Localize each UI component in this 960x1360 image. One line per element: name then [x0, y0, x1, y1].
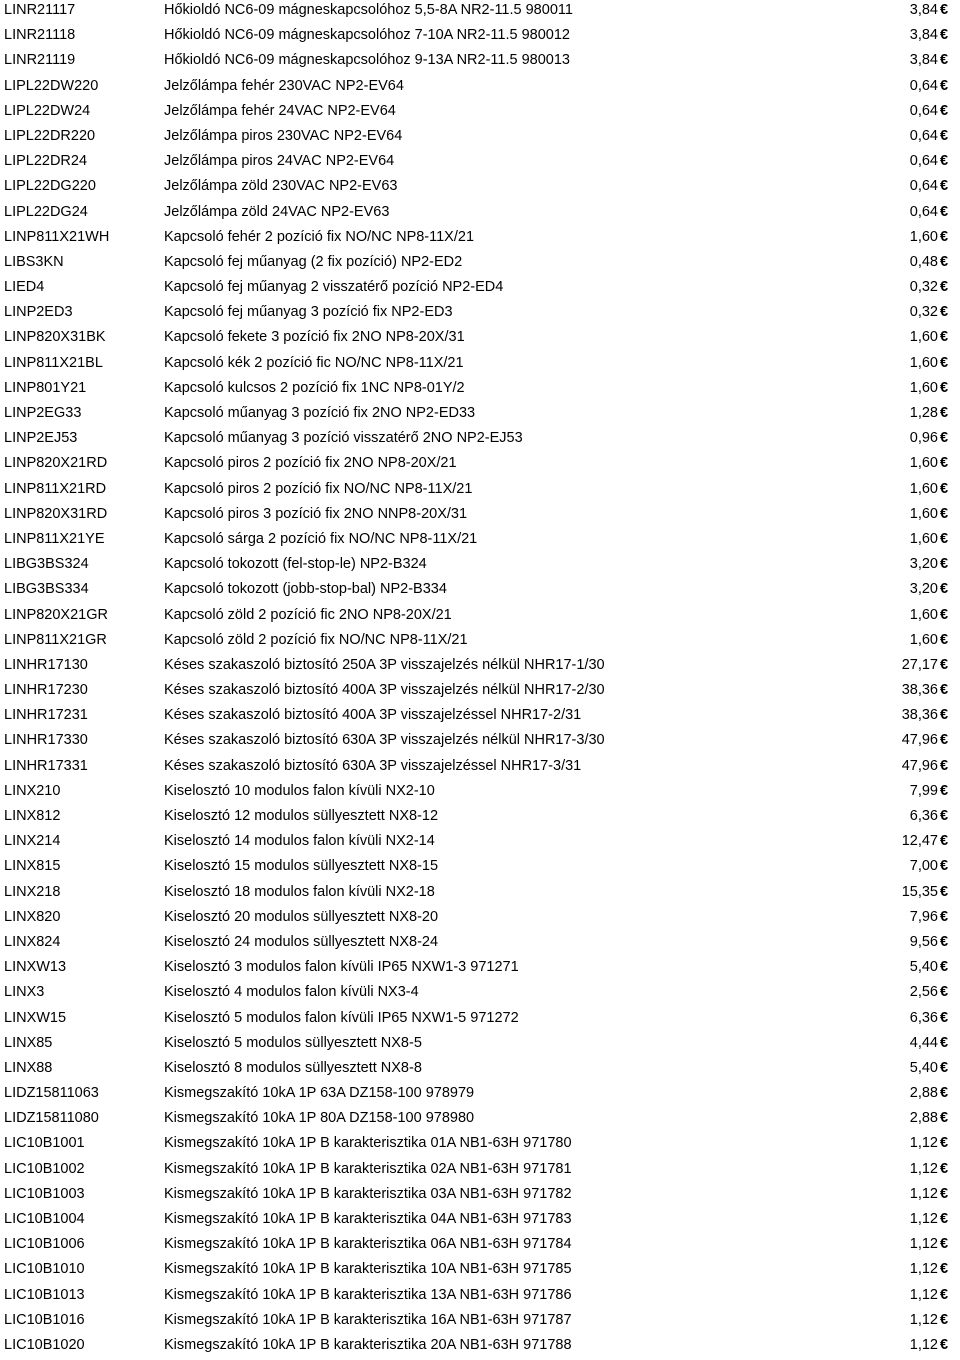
currency-symbol: €: [940, 883, 949, 900]
product-code: LINP820X31BK: [4, 329, 106, 346]
table-row: [0, 0, 960, 25]
product-code: LIPL22DR24: [4, 153, 88, 170]
product-code: LIC10B1006: [4, 1236, 85, 1253]
table-row: [0, 453, 960, 478]
product-price: 2,88: [909, 1085, 938, 1102]
product-code: LINP820X21RD: [4, 455, 108, 472]
product-description: Jelzőlámpa zöld 230VAC NP2-EV63: [164, 178, 398, 195]
table-row: [0, 504, 960, 529]
product-description: Kapcsoló sárga 2 pozíció fix NO/NC NP8-11X/21: [164, 530, 478, 547]
table-row: [0, 831, 960, 856]
table-row: [0, 227, 960, 252]
product-code: LINX3: [4, 984, 45, 1001]
currency-symbol: €: [940, 1034, 949, 1051]
product-price: 2,56: [909, 984, 938, 1001]
table-row: [0, 932, 960, 957]
product-description: Kapcsoló piros 2 pozíció fix 2NO NP8-20X/21: [164, 455, 457, 472]
product-code: LIBG3BS324: [4, 556, 89, 573]
product-price: 38,36: [901, 682, 938, 699]
currency-symbol: €: [940, 1009, 949, 1026]
product-price: 0,64: [909, 153, 938, 170]
product-price: 3,20: [909, 581, 938, 598]
table-row: [0, 856, 960, 881]
table-row: [0, 781, 960, 806]
product-price: 1,60: [909, 354, 938, 371]
product-description: Kismegszakító 10kA 1P B karakterisztika 13A NB1-63H 971786: [164, 1286, 572, 1303]
product-code: LINHR17230: [4, 682, 88, 699]
product-description: Késes szakaszoló biztosító 630A 3P visszajelzéssel NHR17-3/31: [164, 757, 582, 774]
currency-symbol: €: [940, 52, 949, 69]
product-code: LIC10B1020: [4, 1336, 85, 1353]
currency-symbol: €: [940, 631, 949, 648]
product-code: LIPL22DW24: [4, 102, 91, 119]
product-price: 0,32: [909, 279, 938, 296]
currency-symbol: €: [940, 455, 949, 472]
product-price: 1,60: [909, 631, 938, 648]
product-code: LIPL22DW220: [4, 77, 99, 94]
table-row: [0, 1259, 960, 1284]
product-code: LIC10B1001: [4, 1135, 85, 1152]
currency-symbol: €: [940, 1236, 949, 1253]
table-row: [0, 25, 960, 50]
table-row: [0, 579, 960, 604]
product-price: 4,44: [909, 1034, 938, 1051]
product-code: LIC10B1010: [4, 1261, 85, 1278]
product-code: LINP2ED3: [4, 304, 73, 321]
table-row: [0, 50, 960, 75]
product-description: Kapcsoló zöld 2 pozíció fix NO/NC NP8-11X/21: [164, 631, 468, 648]
product-price: 1,60: [909, 228, 938, 245]
product-code: LINX815: [4, 858, 61, 875]
currency-symbol: €: [940, 27, 949, 44]
product-code: LINXW15: [4, 1009, 67, 1026]
product-description: Kapcsoló zöld 2 pozíció fic 2NO NP8-20X/21: [164, 606, 452, 623]
currency-symbol: €: [940, 304, 949, 321]
currency-symbol: €: [940, 1336, 949, 1353]
product-description: Kiselosztó 8 modulos süllyesztett NX8-8: [164, 1059, 422, 1076]
currency-symbol: €: [940, 581, 949, 598]
table-row: [0, 1058, 960, 1083]
product-price: 1,60: [909, 480, 938, 497]
product-code: LINHR17130: [4, 656, 88, 673]
currency-symbol: €: [940, 1135, 949, 1152]
product-price: 0,64: [909, 127, 938, 144]
currency-symbol: €: [940, 77, 949, 94]
product-description: Kapcsoló piros 3 pozíció fix 2NO NNP8-20X/31: [164, 505, 468, 522]
currency-symbol: €: [940, 1185, 949, 1202]
product-description: Kiselosztó 12 modulos süllyesztett NX8-12: [164, 808, 439, 824]
product-description: Kiselosztó 4 modulos falon kívüli NX3-4: [164, 984, 419, 1001]
table-row: [0, 705, 960, 730]
table-row: [0, 529, 960, 554]
product-code: LINHR17330: [4, 732, 88, 749]
product-description: Kapcsoló tokozott (fel-stop-le) NP2-B324: [164, 556, 427, 573]
product-description: Kiselosztó 15 modulos süllyesztett NX8-15: [164, 858, 439, 875]
product-description: Késes szakaszoló biztosító 630A 3P visszajelzés nélkül NHR17-3/30: [164, 732, 605, 749]
product-code: LIPL22DG220: [4, 178, 96, 195]
table-row: [0, 202, 960, 227]
product-description: Kismegszakító 10kA 1P B karakterisztika 20A NB1-63H 971788: [164, 1336, 572, 1353]
product-code: LINP820X21GR: [4, 606, 108, 623]
product-price: 15,35: [901, 883, 938, 900]
product-price: 6,36: [909, 1009, 938, 1026]
currency-symbol: €: [940, 933, 949, 950]
table-row: [0, 1285, 960, 1310]
table-row: [0, 151, 960, 176]
currency-symbol: €: [940, 405, 949, 421]
product-price: 3,84: [909, 52, 938, 69]
table-row: [0, 730, 960, 755]
product-description: Kapcsoló fej műanyag 2 visszatérő pozíció NP2-ED4: [164, 279, 504, 296]
currency-symbol: €: [940, 606, 949, 623]
product-description: Kiselosztó 20 modulos süllyesztett NX8-20: [164, 908, 439, 925]
product-description: Kismegszakító 10kA 1P B karakterisztika 03A NB1-63H 971782: [164, 1185, 572, 1202]
table-row: [0, 982, 960, 1007]
product-description: Kiselosztó 24 modulos süllyesztett NX8-24: [164, 933, 439, 950]
table-row: [0, 327, 960, 352]
currency-symbol: €: [940, 984, 949, 1001]
product-price: 1,12: [909, 1311, 938, 1328]
table-row: [0, 1133, 960, 1158]
product-code: LINP820X31RD: [4, 505, 108, 522]
product-code: LINP2EG33: [4, 405, 82, 421]
table-row: [0, 277, 960, 302]
table-row: [0, 126, 960, 151]
table-row: [0, 907, 960, 932]
currency-symbol: €: [940, 203, 949, 220]
currency-symbol: €: [940, 153, 949, 170]
product-code: LIDZ15811080: [4, 1110, 99, 1127]
product-price: 3,20: [909, 556, 938, 573]
product-price: 1,60: [909, 329, 938, 346]
currency-symbol: €: [940, 1286, 949, 1303]
product-code: LINX88: [4, 1059, 53, 1076]
product-description: Kismegszakító 10kA 1P B karakterisztika 02A NB1-63H 971781: [164, 1160, 572, 1177]
currency-symbol: €: [940, 1211, 949, 1227]
currency-symbol: €: [940, 556, 949, 573]
table-row: [0, 1184, 960, 1209]
product-description: Kapcsoló tokozott (jobb-stop-bal) NP2-B334: [164, 581, 447, 598]
table-row: [0, 101, 960, 126]
product-description: Kismegszakító 10kA 1P 80A DZ158-100 978980: [164, 1110, 475, 1127]
table-row: [0, 680, 960, 705]
product-code: LINX85: [4, 1034, 53, 1051]
product-code: LINP2EJ53: [4, 430, 78, 447]
currency-symbol: €: [940, 1110, 949, 1127]
product-code: LIC10B1016: [4, 1311, 85, 1328]
table-row: [0, 655, 960, 680]
product-code: LINXW13: [4, 959, 67, 976]
product-price: 7,00: [909, 858, 938, 875]
table-row: [0, 1159, 960, 1184]
table-row: [0, 1310, 960, 1335]
product-price: 1,12: [909, 1160, 938, 1177]
table-row: [0, 1234, 960, 1259]
currency-symbol: €: [940, 908, 949, 925]
product-description: Kismegszakító 10kA 1P B karakterisztika 04A NB1-63H 971783: [164, 1211, 572, 1227]
product-description: Hőkioldó NC6-09 mágneskapcsolóhoz 9-13A NR2-11.5 980013: [164, 52, 570, 69]
product-price: 27,17: [901, 656, 938, 673]
product-description: Kiselosztó 3 modulos falon kívüli IP65 NXW1-3 971271: [164, 959, 519, 976]
product-price: 3,84: [909, 2, 938, 18]
table-row: [0, 353, 960, 378]
product-price: 47,96: [901, 757, 938, 774]
currency-symbol: €: [940, 1085, 949, 1102]
product-description: Hőkioldó NC6-09 mágneskapcsolóhoz 5,5-8A NR2-11.5 980011: [164, 2, 573, 18]
table-row: [0, 1335, 960, 1360]
product-description: Késes szakaszoló biztosító 250A 3P visszajelzés nélkül NHR17-1/30: [164, 656, 605, 673]
product-code: LINR21117: [4, 2, 76, 18]
currency-symbol: €: [940, 354, 949, 371]
product-description: Kapcsoló fej műanyag 3 pozíció fix NP2-ED3: [164, 304, 453, 321]
product-price: 1,12: [909, 1236, 938, 1253]
product-description: Kismegszakító 10kA 1P B karakterisztika 10A NB1-63H 971785: [164, 1261, 572, 1278]
product-code: LINX812: [4, 808, 61, 824]
table-row: [0, 630, 960, 655]
table-row: [0, 1033, 960, 1058]
currency-symbol: €: [940, 1059, 949, 1076]
table-row: [0, 479, 960, 504]
product-code: LINX214: [4, 833, 61, 850]
product-price: 5,40: [909, 959, 938, 976]
product-price: 0,32: [909, 304, 938, 321]
product-price: 1,12: [909, 1185, 938, 1202]
product-code: LIPL22DG24: [4, 203, 88, 220]
product-code: LINR21118: [4, 27, 76, 44]
product-description: Jelzőlámpa piros 230VAC NP2-EV64: [164, 127, 403, 144]
product-code: LINP811X21RD: [4, 480, 107, 497]
table-row: [0, 428, 960, 453]
product-description: Kismegszakító 10kA 1P B karakterisztika 01A NB1-63H 971780: [164, 1135, 572, 1152]
currency-symbol: €: [940, 253, 949, 270]
product-code: LINHR17331: [4, 757, 88, 774]
product-description: Kapcsoló piros 2 pozíció fix NO/NC NP8-11X/21: [164, 480, 473, 497]
product-code: LINX820: [4, 908, 61, 925]
currency-symbol: €: [940, 858, 949, 875]
product-price: 0,48: [909, 253, 938, 270]
product-description: Kapcsoló fekete 3 pozíció fix 2NO NP8-20X/31: [164, 329, 465, 346]
currency-symbol: €: [940, 833, 949, 850]
product-code: LIC10B1002: [4, 1160, 85, 1177]
product-description: Késes szakaszoló biztosító 400A 3P visszajelzés nélkül NHR17-2/30: [164, 682, 605, 699]
table-row: [0, 1008, 960, 1033]
product-description: Kiselosztó 5 modulos falon kívüli IP65 NXW1-5 971272: [164, 1009, 519, 1026]
product-price: 2,88: [909, 1110, 938, 1127]
currency-symbol: €: [940, 279, 949, 296]
currency-symbol: €: [940, 757, 949, 774]
product-price: 1,12: [909, 1261, 938, 1278]
product-description: Kapcsoló fej műanyag (2 fix pozíció) NP2-ED2: [164, 253, 463, 270]
product-description: Hőkioldó NC6-09 mágneskapcsolóhoz 7-10A NR2-11.5 980012: [164, 27, 570, 44]
product-price: 0,64: [909, 203, 938, 220]
product-description: Kiselosztó 14 modulos falon kívüli NX2-14: [164, 833, 435, 850]
product-description: Kapcsoló műanyag 3 pozíció visszatérő 2NO NP2-EJ53: [164, 430, 523, 447]
table-row: [0, 554, 960, 579]
table-row: [0, 302, 960, 327]
product-description: Kapcsoló kulcsos 2 pozíció fix 1NC NP8-01Y/2: [164, 379, 465, 396]
currency-symbol: €: [940, 178, 949, 195]
product-description: Jelzőlámpa fehér 24VAC NP2-EV64: [164, 102, 396, 119]
product-code: LIBG3BS334: [4, 581, 89, 598]
product-description: Késes szakaszoló biztosító 400A 3P visszajelzéssel NHR17-2/31: [164, 707, 582, 724]
product-description: Kapcsoló kék 2 pozíció fic NO/NC NP8-11X/21: [164, 354, 464, 371]
product-code: LIBS3KN: [4, 253, 64, 270]
product-code: LIED4: [4, 279, 45, 296]
currency-symbol: €: [940, 732, 949, 749]
table-row: [0, 806, 960, 831]
product-code: LIC10B1004: [4, 1211, 85, 1227]
product-price: 1,60: [909, 379, 938, 396]
product-price: 7,96: [909, 908, 938, 925]
product-price: 1,12: [909, 1135, 938, 1152]
currency-symbol: €: [940, 656, 949, 673]
currency-symbol: €: [940, 2, 949, 18]
product-price: 0,64: [909, 102, 938, 119]
table-row: [0, 76, 960, 101]
product-price: 7,99: [909, 782, 938, 799]
product-price: 0,64: [909, 178, 938, 195]
currency-symbol: €: [940, 228, 949, 245]
table-row: [0, 882, 960, 907]
table-row: [0, 1108, 960, 1133]
product-price: 1,12: [909, 1211, 938, 1227]
product-price: 1,28: [909, 405, 938, 421]
product-code: LINHR17231: [4, 707, 88, 724]
product-code: LIDZ15811063: [4, 1085, 99, 1102]
table-row: [0, 756, 960, 781]
product-description: Kiselosztó 18 modulos falon kívüli NX2-18: [164, 883, 435, 900]
currency-symbol: €: [940, 1261, 949, 1278]
product-price: 3,84: [909, 27, 938, 44]
currency-symbol: €: [940, 1160, 949, 1177]
table-row: [0, 605, 960, 630]
currency-symbol: €: [940, 782, 949, 799]
product-price: 1,60: [909, 530, 938, 547]
product-description: Kiselosztó 5 modulos süllyesztett NX8-5: [164, 1034, 422, 1051]
currency-symbol: €: [940, 127, 949, 144]
product-description: Kismegszakító 10kA 1P B karakterisztika 06A NB1-63H 971784: [164, 1236, 572, 1253]
currency-symbol: €: [940, 682, 949, 699]
product-code: LINP811X21GR: [4, 631, 107, 648]
product-code: LINR21119: [4, 52, 76, 69]
product-price: 1,60: [909, 455, 938, 472]
product-price: 47,96: [901, 732, 938, 749]
table-row: [0, 378, 960, 403]
currency-symbol: €: [940, 808, 949, 824]
currency-symbol: €: [940, 379, 949, 396]
currency-symbol: €: [940, 959, 949, 976]
table-row: [0, 957, 960, 982]
product-code: LINP801Y21: [4, 379, 87, 396]
currency-symbol: €: [940, 430, 949, 447]
table-row: [0, 252, 960, 277]
product-description: Kismegszakító 10kA 1P B karakterisztika 16A NB1-63H 971787: [164, 1311, 572, 1328]
product-code: LINP811X21WH: [4, 228, 110, 245]
table-row: [0, 403, 960, 428]
product-description: Kapcsoló műanyag 3 pozíció fix 2NO NP2-ED33: [164, 405, 476, 421]
currency-symbol: €: [940, 505, 949, 522]
table-row: [0, 1083, 960, 1108]
currency-symbol: €: [940, 1311, 949, 1328]
product-price: 1,12: [909, 1286, 938, 1303]
currency-symbol: €: [940, 329, 949, 346]
product-code: LINP811X21YE: [4, 530, 105, 547]
product-price: 12,47: [901, 833, 938, 850]
product-code: LIC10B1003: [4, 1185, 85, 1202]
product-price: 6,36: [909, 808, 938, 824]
product-price: 1,60: [909, 505, 938, 522]
currency-symbol: €: [940, 480, 949, 497]
product-description: Kismegszakító 10kA 1P 63A DZ158-100 978979: [164, 1085, 475, 1102]
product-price: 0,64: [909, 77, 938, 94]
currency-symbol: €: [940, 707, 949, 724]
product-code: LINX218: [4, 883, 61, 900]
product-description: Kapcsoló fehér 2 pozíció fix NO/NC NP8-11X/21: [164, 228, 475, 245]
product-code: LIC10B1013: [4, 1286, 85, 1303]
product-price: 1,12: [909, 1336, 938, 1353]
product-code: LINX824: [4, 933, 61, 950]
product-price: 9,56: [909, 933, 938, 950]
table-row: [0, 176, 960, 201]
product-price: 38,36: [901, 707, 938, 724]
table-row: [0, 1209, 960, 1234]
product-description: Kiselosztó 10 modulos falon kívüli NX2-10: [164, 782, 435, 799]
product-price: 5,40: [909, 1059, 938, 1076]
product-code: LIPL22DR220: [4, 127, 96, 144]
product-price: 0,96: [909, 430, 938, 447]
product-description: Jelzőlámpa fehér 230VAC NP2-EV64: [164, 77, 404, 94]
currency-symbol: €: [940, 102, 949, 119]
product-price: 1,60: [909, 606, 938, 623]
product-description: Jelzőlámpa zöld 24VAC NP2-EV63: [164, 203, 390, 220]
product-code: LINP811X21BL: [4, 354, 103, 371]
currency-symbol: €: [940, 530, 949, 547]
product-description: Jelzőlámpa piros 24VAC NP2-EV64: [164, 153, 395, 170]
product-code: LINX210: [4, 782, 61, 799]
